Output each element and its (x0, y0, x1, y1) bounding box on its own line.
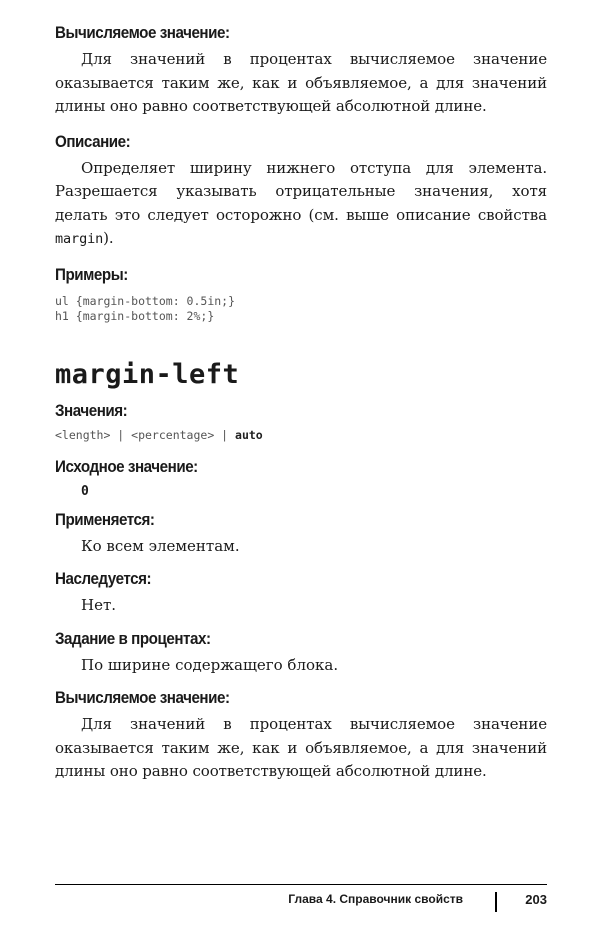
example-line: h1 {margin-bottom: 2%;} (55, 308, 215, 323)
property-title: margin-left (55, 358, 240, 390)
examples-code-block (55, 294, 547, 324)
footer-page-number: 203 (525, 892, 547, 907)
description-heading: Описание: (55, 132, 131, 151)
percentages-heading: Задание в процентах: (55, 629, 211, 648)
percentages-text: По ширине содержащего блока. (81, 655, 339, 674)
computed-heading: Вычисляемое значение: (55, 24, 230, 42)
initial-value: 0 (81, 483, 89, 499)
description-text-part-1: Определяет ширину нижнего отступа для элемента. Разрешается указывать отрицательные значения, хотя делать это следует осторожно (см. выше описание свойства (55, 158, 547, 224)
values-text (55, 428, 547, 442)
footer-separator (495, 892, 497, 912)
description-text-part-2: ). (103, 229, 114, 247)
footer-chapter: Глава 4. Справочник свойств (288, 892, 463, 906)
applies-heading: Применяется: (55, 510, 155, 529)
applies-text: Ко всем элементам. (81, 536, 240, 555)
inherited-text: Нет. (81, 596, 117, 614)
computed-text: Для значений в процентах вычисляемое значение оказывается таким же, как и объявляемое, а для значений длины оно равно соответствующей абсолютной длине. (55, 715, 547, 780)
description-code: margin (55, 231, 104, 247)
description-text (55, 157, 547, 252)
examples-heading: Примеры: (55, 265, 128, 284)
initial-heading: Исходное значение: (55, 457, 198, 476)
inherited-heading: Наследуется: (55, 570, 152, 588)
computed-heading: Вычисляемое значение: (55, 689, 230, 707)
values-list: <length> | <percentage> | (55, 427, 236, 442)
example-line: ul {margin-bottom: 0.5in;} (55, 293, 236, 308)
values-heading: Значения: (55, 401, 128, 420)
computed-text: Для значений в процентах вычисляемое значение оказывается таким же, как и объявляемое, а для значений длины оно равно соответствующей абсолютной длине. (55, 50, 547, 115)
footer-divider (55, 884, 547, 885)
page-content (55, 22, 547, 784)
values-auto: auto (235, 427, 263, 442)
